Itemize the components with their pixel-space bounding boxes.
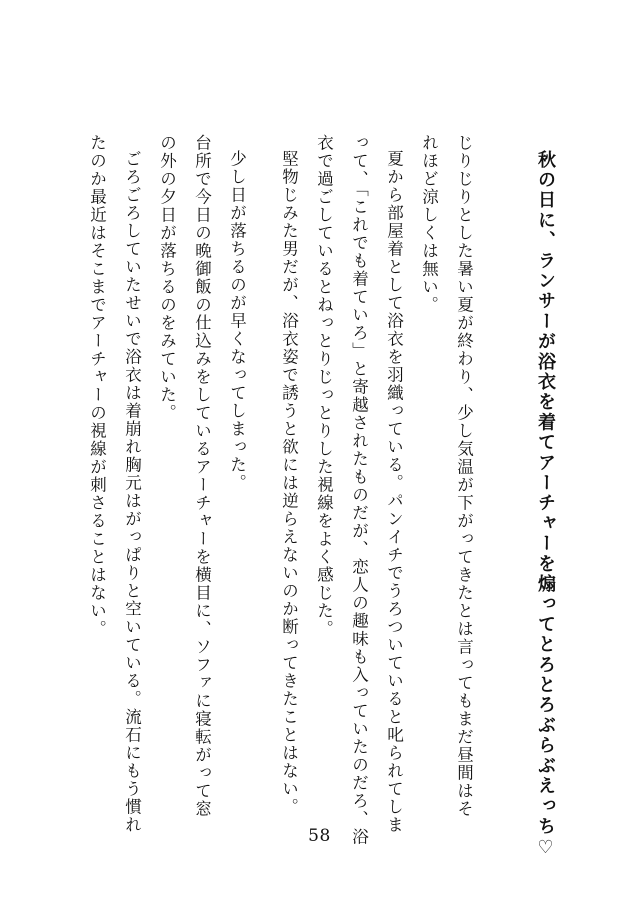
page-number: 58 (308, 826, 331, 846)
text-line: 夏から部屋着として浴衣を羽織っている。パンイチでうろついていると叱られてしま (384, 150, 404, 834)
text-line: じりじりとした暑い夏が終わり、少し気温が下がってきたとは言ってもまだ昼間はそ (454, 134, 474, 818)
text-line: の外の夕日が落ちるのをみていた。 (157, 134, 177, 422)
text-line: ごろごろしていたせいで浴衣は着崩れ胸元はがっぱりと空いている。流石にもう慣れ (122, 150, 142, 834)
chapter-title: 秋の日に、ランサーが浴衣を着てアーチャーを煽ってとろとろぶらぶえっち♡ (535, 150, 556, 860)
text-line: って、「これでも着ていろ」と寄越されたものだが、恋人の趣味も入っていたのだろ、浴 (349, 134, 369, 846)
text-line: 衣で過ごしているとねっとりじっとりした視線をよく感じた。 (314, 134, 334, 638)
text-line: 台所で今日の晩御飯の仕込みをしているアーチャーを横目に、ソファに寝転がって窓 (192, 134, 212, 818)
text-line: 少し日が落ちるのが早くなってしまった。 (227, 150, 247, 492)
text-line: たのか最近はそこまでアーチャーの視線が刺さることはない。 (87, 134, 107, 638)
text-line: 堅物じみた男だが、浴衣姿で誘うと欲には逆らえないのか断ってきたことはない。 (279, 150, 299, 816)
text-line: れほど涼しくは無い。 (419, 134, 439, 314)
